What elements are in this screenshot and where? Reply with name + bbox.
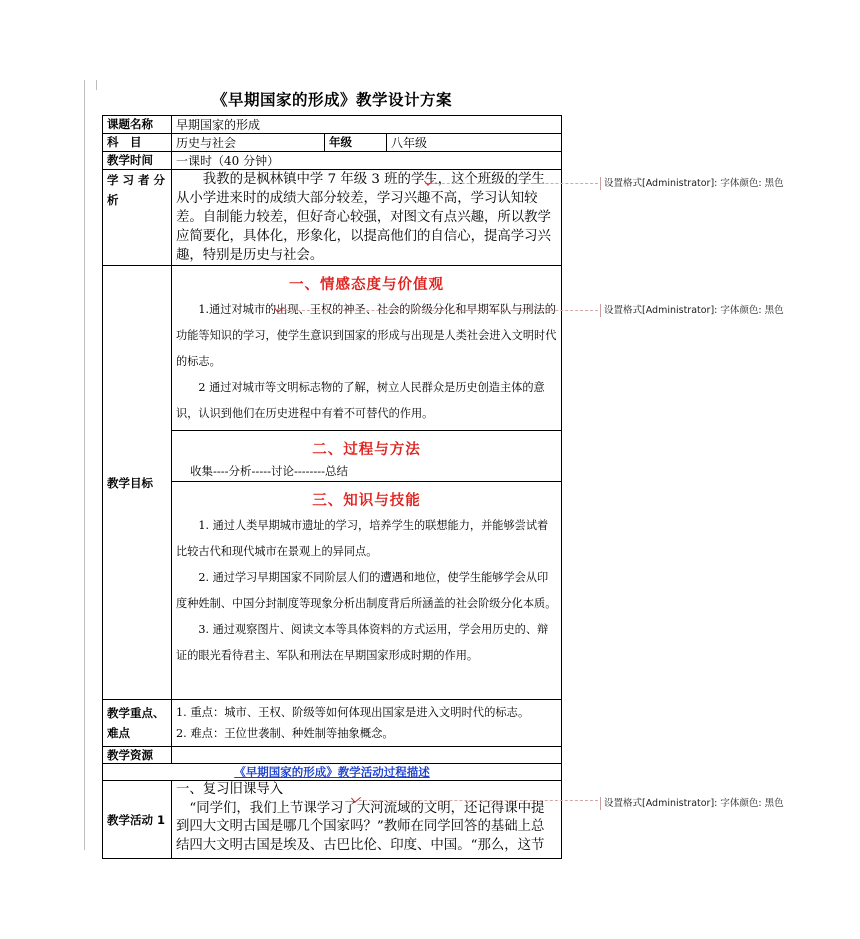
- lesson-plan-table: [102, 115, 562, 859]
- table-row: [103, 266, 562, 431]
- key-point: 1. 重点：城市、王权、阶级等如何体现出国家是进入文明时代的标志。: [176, 706, 530, 719]
- goal2-text: 收集----分析-----讨论--------总结: [190, 464, 349, 478]
- table-row: [103, 764, 562, 781]
- course-name-label: 课题名称: [103, 116, 172, 134]
- format-comment[interactable]: 设置格式[Administrator]: 字体颜色: 黑色: [600, 304, 784, 317]
- goal3-cell: [172, 482, 562, 700]
- key-points-label: 教学重点、难点: [103, 700, 172, 747]
- resources-value: [172, 747, 562, 764]
- goal2-heading: 二、过程与方法: [312, 442, 421, 458]
- goals-label: 教学目标: [103, 266, 172, 700]
- resources-label: 教学资源: [103, 747, 172, 764]
- process-description-link[interactable]: 《早期国家的形成》教学活动过程描述: [103, 764, 562, 781]
- grade-value: 八年级: [387, 134, 562, 152]
- learner-analysis-text: 我教的是枫林镇中学 7 年级 3 班的学生，这个班级的学生从小学进来时的成绩大部分较差，学习兴趣不高，学习认知较差。自制能力较差，但好奇心较强，对图文有点兴趣，所以教学应简要化，具体化，形象化，以提高他们的自信心，提高学习兴趣，特别是历史与社会。: [176, 172, 551, 263]
- activity-text: “同学们，我们上节课学习了大河流域的文明，还记得课中提到四大文明古国是哪几个国家吗？”教师在同学回答的基础上总结四大文明古国是埃及、古巴比伦、印度、中国。“那么，这节: [176, 800, 545, 853]
- time-value: 一课时（40 分钟）: [172, 152, 562, 170]
- goal3-paragraph: 2. 通过学习早期国家不同阶层人们的遭遇和地位，使学生能够学会从印度种姓制、中国分封制度等现象分析出制度背后所涵盖的社会阶级分化本质。: [176, 571, 557, 610]
- learner-label: 学 习 者 分析: [103, 170, 172, 266]
- goal2-cell: [172, 431, 562, 482]
- goal1-heading: 一、情感态度与价值观: [289, 277, 444, 293]
- goal1-paragraph: 1.通过对城市的出现、王权的神圣、社会的阶级分化和早期军队与刑法的功能等知识的学习，使学生意识到国家的形成与出现是人类社会进入文明时代的标志。: [176, 303, 557, 368]
- difficult-point: 2. 难点：王位世袭制、种姓制等抽象概念。: [176, 727, 394, 740]
- table-row: [103, 781, 562, 859]
- page-margin-mark: [96, 80, 97, 90]
- course-name-value: 早期国家的形成: [172, 116, 562, 134]
- format-comment[interactable]: 设置格式[Administrator]: 字体颜色: 黑色: [600, 177, 784, 190]
- grade-label: 年级: [325, 134, 387, 152]
- goal1-paragraph: 2 通过对城市等文明标志物的了解，树立人民群众是历史创造主体的意识，认识到他们在历史进程中有着不可替代的作用。: [176, 381, 545, 420]
- subject-label: 科 目: [103, 134, 172, 152]
- format-comment[interactable]: 设置格式[Administrator]: 字体颜色: 黑色: [600, 797, 784, 810]
- key-points-cell: [172, 700, 562, 747]
- comment-connector: [432, 183, 598, 184]
- table-row: [103, 747, 562, 764]
- document-title: 《早期国家的形成》教学设计方案: [211, 91, 452, 109]
- activity-label: 教学活动 1: [103, 781, 172, 859]
- comment-connector: [282, 310, 598, 311]
- time-label: 教学时间: [103, 152, 172, 170]
- table-row: [103, 700, 562, 747]
- goal3-paragraph: 1. 通过人类早期城市遗址的学习，培养学生的联想能力，并能够尝试着比较古代和现代城市在景观上的异同点。: [176, 519, 549, 558]
- goal3-paragraph: 3. 通过观察图片、阅读文本等具体资料的方式运用，学会用历史的、辩证的眼光看待君主、军队和刑法在早期国家形成时期的作用。: [176, 623, 549, 662]
- table-row: [103, 482, 562, 700]
- table-row: [103, 116, 562, 134]
- table-row: [103, 152, 562, 170]
- table-row: [103, 431, 562, 482]
- subject-value: 历史与社会: [172, 134, 325, 152]
- activity-cell: [172, 781, 562, 859]
- page-margin-mark: [84, 80, 85, 850]
- goal3-heading: 三、知识与技能: [312, 493, 421, 509]
- comment-connector: [359, 800, 598, 801]
- table-row: [103, 134, 562, 152]
- goal1-cell: [172, 266, 562, 431]
- activity-heading: 一、复习旧课导入: [176, 782, 284, 797]
